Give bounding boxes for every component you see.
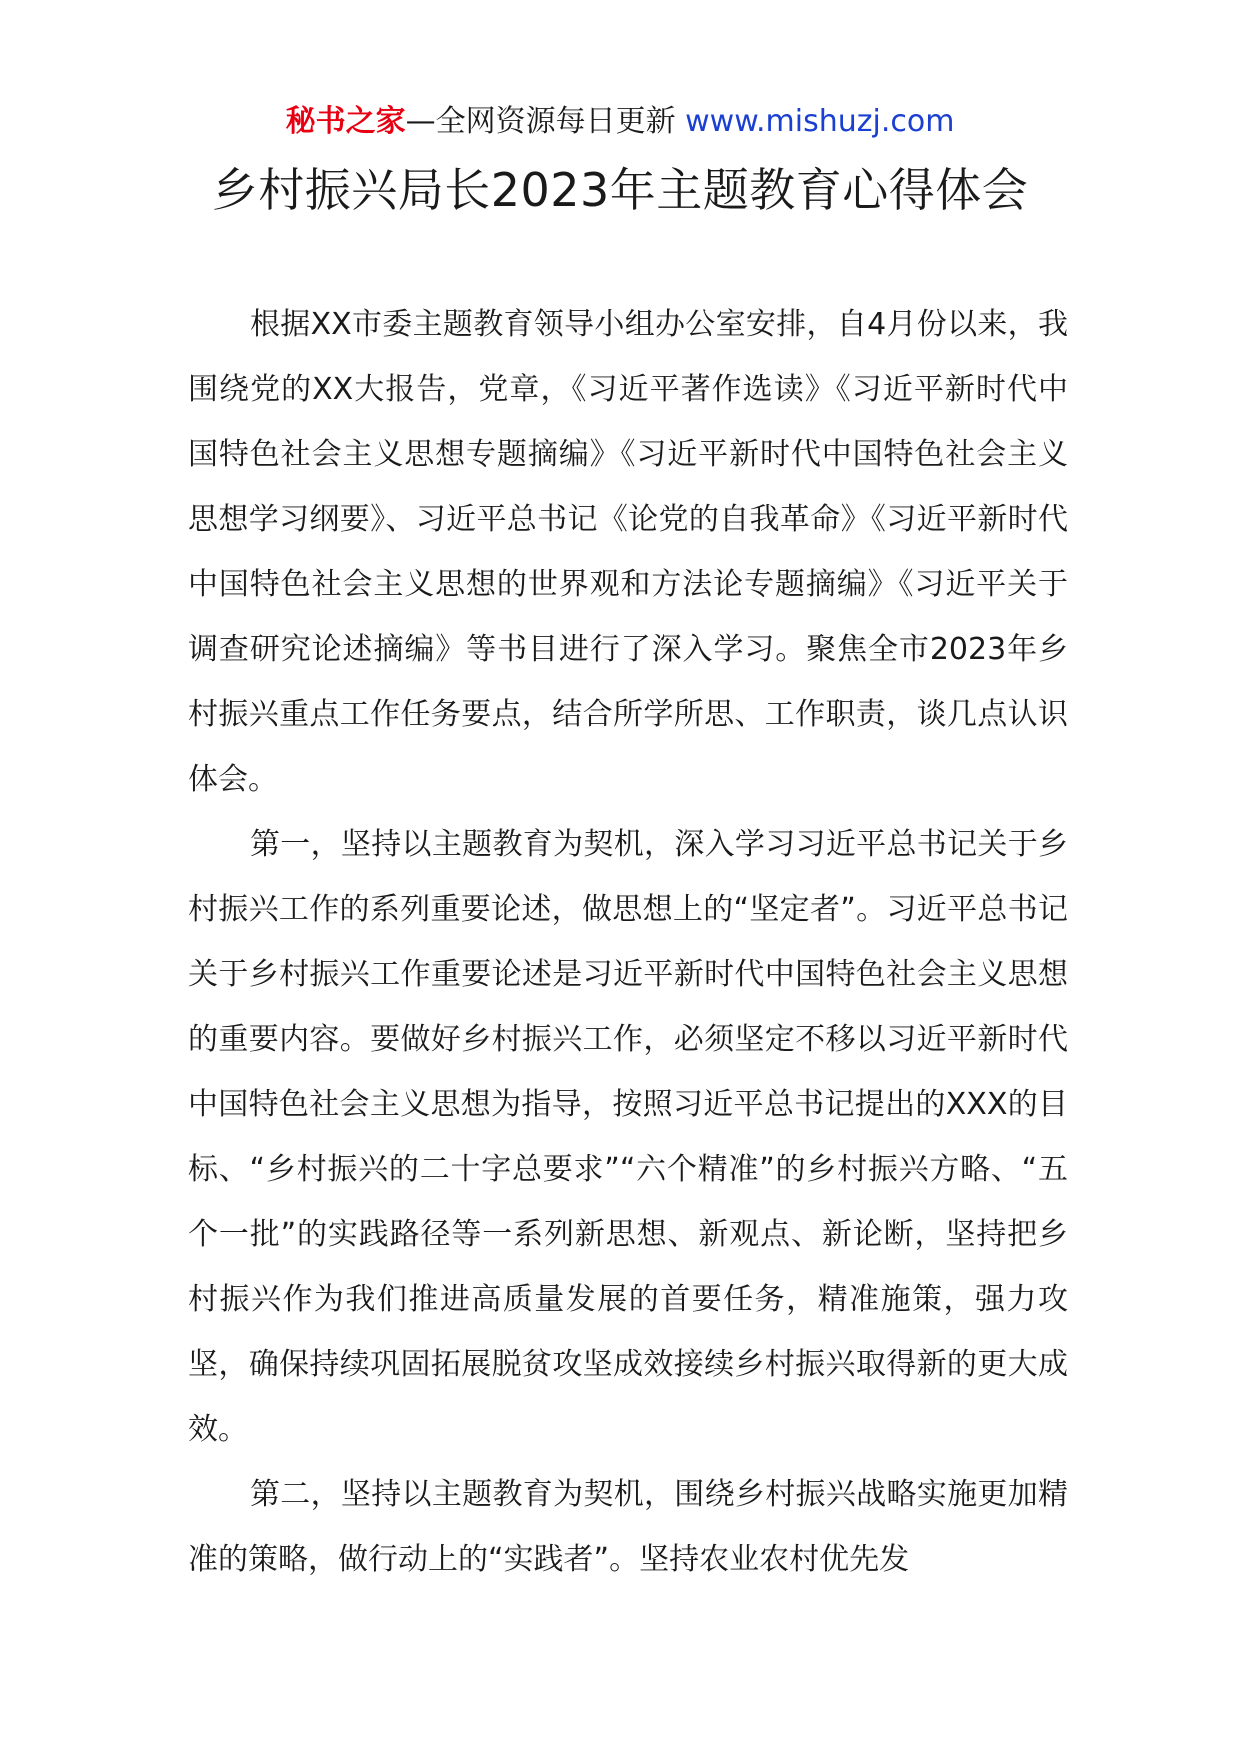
paragraph-intro: 根据XX市委主题教育领导小组办公室安排，自4月份以来，我围绕党的XX大报告，党章，《习近平著作选读》《习近平新时代中国特色社会主义思想专题摘编》《习近平新时代中国特色社会主义思想学习纲要》、习近平总书记《论党的自我革命》《习近平新时代中国特色社会主义思想的世界观和方法论专题摘编》《习近平关于调查研究论述摘编》等书目进行了深入学习。聚焦全市2023年乡村振兴重点工作任务要点，结合所学所思、工作职责，谈几点认识体会。	[188, 307, 1068, 797]
brand-name: 秘书之家	[285, 104, 406, 139]
document-title: 乡村振兴局长2023年主题教育心得体会	[211, 163, 1029, 217]
site-url-link[interactable]: www.mishuzj.com	[685, 104, 955, 139]
paragraph-first-point: 第一，坚持以主题教育为契机，深入学习习近平总书记关于乡村振兴工作的系列重要论述，做思想上的“坚定者”。习近平总书记关于乡村振兴工作重要论述是习近平新时代中国特色社会主义思想的重要内容。要做好乡村振兴工作，必须坚定不移以习近平新时代中国特色社会主义思想为指导，按照习近平总书记提出的XXX的目标、“乡村振兴的二十字总要求”“六个精准”的乡村振兴方略、“五个一批”的实践路径等一系列新思想、新观点、新论断，坚持把乡村振兴作为我们推进高质量发展的首要任务，精准施策，强力攻坚，确保持续巩固拓展脱贫攻坚成效接续乡村振兴取得新的更大成效。	[188, 827, 1068, 1447]
document-body	[188, 292, 1068, 1592]
site-header	[0, 102, 1240, 142]
paragraph-second-point: 第二，坚持以主题教育为契机，围绕乡村振兴战略实施更加精准的策略，做行动上的“实践者”。坚持农业农村优先发	[188, 1477, 1068, 1577]
site-slogan: —全网资源每日更新	[405, 104, 686, 139]
